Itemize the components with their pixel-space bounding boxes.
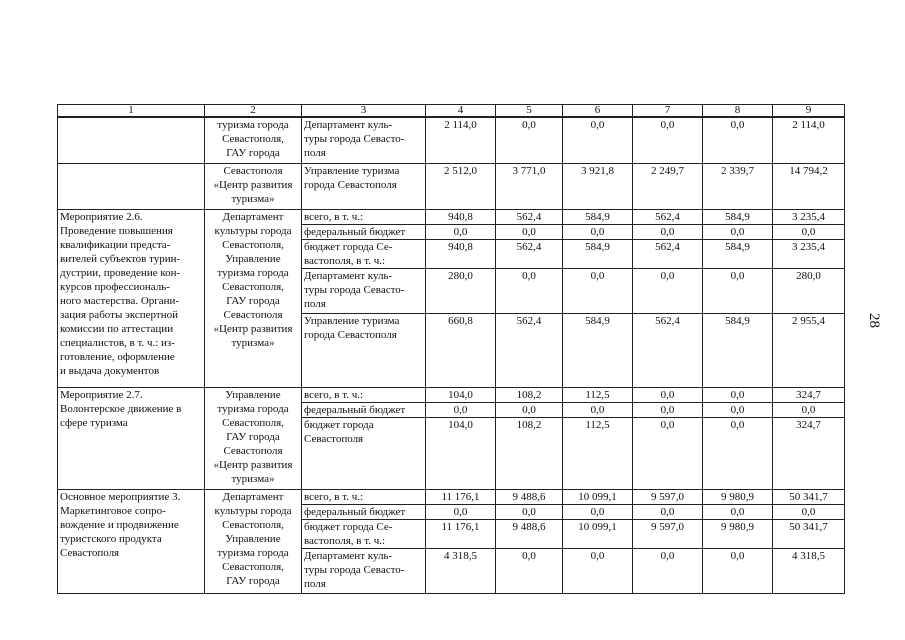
source-cell-line: города Севастополя xyxy=(304,328,397,341)
executor-cell-line: туризма города xyxy=(217,266,289,279)
column-header: 6 xyxy=(563,105,633,118)
source-cell xyxy=(302,209,426,224)
activity-cell-line: сфере туризма xyxy=(60,416,128,429)
source-cell-line: всего, в т. ч.: xyxy=(304,490,364,503)
source-cell xyxy=(302,548,426,593)
value-cell: 4 318,5 xyxy=(773,548,845,593)
value-cell: 562,4 xyxy=(633,239,703,268)
value-cell: 3 235,4 xyxy=(773,209,845,224)
value-cell: 0,0 xyxy=(773,224,845,239)
value-cell: 3 771,0 xyxy=(496,163,563,209)
executor-cell-line: Севастополя, xyxy=(222,133,284,145)
source-cell xyxy=(302,239,426,268)
header-row xyxy=(58,105,845,118)
value-cell: 940,8 xyxy=(426,239,496,268)
value-cell: 2 114,0 xyxy=(773,117,845,163)
source-cell-line: бюджет города Се- xyxy=(304,520,393,533)
value-cell: 0,0 xyxy=(496,224,563,239)
source-cell-line: поля xyxy=(304,147,326,159)
activity-cell-line: специалистов, в т. ч.: из- xyxy=(60,336,175,349)
value-cell: 0,0 xyxy=(703,387,773,402)
value-cell: 0,0 xyxy=(496,117,563,163)
column-header: 2 xyxy=(205,105,302,118)
activity-cell-line: Мероприятие 2.7. xyxy=(60,388,143,401)
value-cell: 108,2 xyxy=(496,417,563,489)
source-cell-line: туры города Севасто- xyxy=(304,563,405,576)
value-cell: 9 980,9 xyxy=(703,519,773,548)
value-cell: 0,0 xyxy=(496,268,563,313)
value-cell: 9 980,9 xyxy=(703,489,773,504)
value-cell: 0,0 xyxy=(426,224,496,239)
value-cell: 562,4 xyxy=(496,209,563,224)
activity-cell-line: комиссии по аттестации xyxy=(60,322,174,335)
value-cell: 0,0 xyxy=(633,402,703,417)
value-cell: 940,8 xyxy=(426,209,496,224)
value-cell: 9 488,6 xyxy=(496,489,563,504)
executor-cell-line: туризма» xyxy=(231,192,275,205)
activity-cell-line: дустрии, проведение кон- xyxy=(60,266,181,279)
value-cell: 3 921,8 xyxy=(563,163,633,209)
source-cell-line: Департамент куль- xyxy=(304,119,393,131)
value-cell: 0,0 xyxy=(773,402,845,417)
value-cell: 108,2 xyxy=(496,387,563,402)
activity-cell-line: квалификации предста- xyxy=(60,238,171,251)
activity-cell-line: ного мастерства. Органи- xyxy=(60,294,180,307)
value-cell: 0,0 xyxy=(633,117,703,163)
value-cell: 104,0 xyxy=(426,417,496,489)
source-cell-line: Управление туризма xyxy=(304,164,400,177)
value-cell: 0,0 xyxy=(563,224,633,239)
executor-cell-line: Управление xyxy=(225,532,281,545)
executor-cell-line: Управление xyxy=(225,388,281,401)
value-cell: 10 099,1 xyxy=(563,519,633,548)
executor-cell xyxy=(205,387,302,489)
value-cell: 50 341,7 xyxy=(773,519,845,548)
value-cell: 9 488,6 xyxy=(496,519,563,548)
value-cell: 562,4 xyxy=(496,239,563,268)
executor-cell xyxy=(205,489,302,593)
value-cell: 584,9 xyxy=(563,239,633,268)
value-cell: 0,0 xyxy=(703,224,773,239)
executor-cell-line: ГАУ города xyxy=(226,574,280,587)
value-cell: 324,7 xyxy=(773,417,845,489)
executor-cell-line: Севастополя, xyxy=(222,518,284,531)
value-cell: 0,0 xyxy=(773,504,845,519)
value-cell: 9 597,0 xyxy=(633,519,703,548)
executor-cell-line: культуры города xyxy=(214,504,292,517)
column-header: 7 xyxy=(633,105,703,118)
source-cell-line: федеральный бюджет xyxy=(304,403,406,416)
activity-cell-line: и выдача документов xyxy=(60,364,160,377)
value-cell: 9 597,0 xyxy=(633,489,703,504)
executor-cell-line: туризма города xyxy=(217,402,289,415)
value-cell: 584,9 xyxy=(703,239,773,268)
source-cell-line: бюджет города xyxy=(304,418,374,431)
executor-cell-line: «Центр развития xyxy=(213,178,293,191)
activity-cell xyxy=(58,117,205,163)
executor-cell-line: Севастополя, xyxy=(222,280,284,293)
executor-cell-line: туризма» xyxy=(231,472,275,485)
executor-cell-line: туризма» xyxy=(231,336,275,349)
value-cell: 280,0 xyxy=(426,268,496,313)
activity-cell-line: Мероприятие 2.6. xyxy=(60,210,143,223)
source-cell-line: туры города Севасто- xyxy=(304,283,405,296)
source-cell-line: поля xyxy=(304,577,326,590)
activity-cell-line: Маркетинговое сопро- xyxy=(60,504,166,517)
executor-cell-line: Севастополя xyxy=(223,164,283,177)
activity-cell-line: Проведение повышения xyxy=(60,224,173,237)
activity-cell-line: готовление, оформление xyxy=(60,350,175,363)
value-cell: 2 249,7 xyxy=(633,163,703,209)
value-cell: 0,0 xyxy=(563,268,633,313)
executor-cell-line: ГАУ города xyxy=(226,430,280,443)
executor-cell-line: Департамент xyxy=(222,490,284,503)
value-cell: 11 176,1 xyxy=(426,519,496,548)
source-cell-line: города Севастополя xyxy=(304,178,397,191)
source-cell-line: Департамент куль- xyxy=(304,269,393,282)
activity-cell-line: зация работы экспертной xyxy=(60,308,178,321)
value-cell: 660,8 xyxy=(426,313,496,387)
value-cell: 50 341,7 xyxy=(773,489,845,504)
value-cell: 3 235,4 xyxy=(773,239,845,268)
activity-cell-line: Основное мероприятие 3. xyxy=(60,490,181,503)
executor-cell xyxy=(205,209,302,387)
executor-cell-line: Севастополя, xyxy=(222,560,284,573)
value-cell: 562,4 xyxy=(633,313,703,387)
value-cell: 0,0 xyxy=(633,268,703,313)
value-cell: 2 955,4 xyxy=(773,313,845,387)
source-cell xyxy=(302,313,426,387)
value-cell: 0,0 xyxy=(563,504,633,519)
value-cell: 2 512,0 xyxy=(426,163,496,209)
value-cell: 0,0 xyxy=(633,387,703,402)
activity-cell xyxy=(58,387,205,489)
activity-cell xyxy=(58,209,205,387)
activity-cell-line: курсов профессиональ- xyxy=(60,280,170,293)
value-cell: 104,0 xyxy=(426,387,496,402)
value-cell: 0,0 xyxy=(703,268,773,313)
source-cell-line: поля xyxy=(304,297,326,310)
column-header: 4 xyxy=(426,105,496,118)
value-cell: 584,9 xyxy=(703,313,773,387)
source-cell-line: федеральный бюджет xyxy=(304,225,406,238)
activity-cell-line: вителей субъектов турин- xyxy=(60,252,181,265)
source-cell xyxy=(302,163,426,209)
source-cell xyxy=(302,224,426,239)
executor-cell-line: туризма города xyxy=(217,119,289,131)
value-cell: 0,0 xyxy=(496,548,563,593)
executor-cell-line: Севастополя xyxy=(223,444,283,457)
source-cell-line: вастополя, в т. ч.: xyxy=(304,254,386,267)
executor-cell-line: Департамент xyxy=(222,210,284,223)
value-cell: 0,0 xyxy=(563,548,633,593)
activity-cell-line: вождение и продвижение xyxy=(60,518,179,531)
source-cell-line: федеральный бюджет xyxy=(304,505,406,518)
value-cell: 10 099,1 xyxy=(563,489,633,504)
value-cell: 112,5 xyxy=(563,387,633,402)
value-cell: 0,0 xyxy=(633,504,703,519)
budget-table xyxy=(57,104,845,594)
value-cell: 0,0 xyxy=(703,117,773,163)
executor-cell-line: «Центр развития xyxy=(213,322,293,335)
activity-cell-line: туристского продукта xyxy=(60,532,162,545)
activity-cell xyxy=(58,489,205,593)
source-cell xyxy=(302,504,426,519)
source-cell-line: бюджет города Се- xyxy=(304,240,393,253)
value-cell: 0,0 xyxy=(426,402,496,417)
source-cell-line: вастополя, в т. ч.: xyxy=(304,534,386,547)
column-header: 1 xyxy=(58,105,205,118)
value-cell: 0,0 xyxy=(563,402,633,417)
column-header: 5 xyxy=(496,105,563,118)
executor-cell-line: культуры города xyxy=(214,224,292,237)
value-cell: 14 794,2 xyxy=(773,163,845,209)
source-cell xyxy=(302,417,426,489)
executor-cell-line: туризма города xyxy=(217,546,289,559)
source-cell-line: Управление туризма xyxy=(304,314,400,327)
value-cell: 562,4 xyxy=(633,209,703,224)
source-cell xyxy=(302,117,426,163)
executor-cell-line: Севастополя xyxy=(223,308,283,321)
executor-cell xyxy=(205,163,302,209)
column-header: 8 xyxy=(703,105,773,118)
source-cell xyxy=(302,519,426,548)
source-cell xyxy=(302,387,426,402)
table-row xyxy=(58,489,845,504)
table-row xyxy=(58,209,845,224)
source-cell-line: Департамент куль- xyxy=(304,549,393,562)
value-cell: 2 339,7 xyxy=(703,163,773,209)
value-cell: 0,0 xyxy=(563,117,633,163)
source-cell-line: туры города Севасто- xyxy=(304,133,405,145)
executor-cell xyxy=(205,117,302,163)
value-cell: 584,9 xyxy=(563,209,633,224)
column-header: 3 xyxy=(302,105,426,118)
source-cell-line: Севастополя xyxy=(304,432,364,445)
value-cell: 584,9 xyxy=(563,313,633,387)
value-cell: 0,0 xyxy=(703,417,773,489)
value-cell: 0,0 xyxy=(496,402,563,417)
page-number: 28 xyxy=(866,313,882,328)
source-cell-line: всего, в т. ч.: xyxy=(304,388,364,401)
activity-cell xyxy=(58,163,205,209)
executor-cell-line: Управление xyxy=(225,252,281,265)
activity-cell-line: Севастополя xyxy=(60,546,120,559)
value-cell: 584,9 xyxy=(703,209,773,224)
value-cell: 112,5 xyxy=(563,417,633,489)
source-cell-line: всего, в т. ч.: xyxy=(304,210,364,223)
value-cell: 280,0 xyxy=(773,268,845,313)
value-cell: 0,0 xyxy=(496,504,563,519)
value-cell: 2 114,0 xyxy=(426,117,496,163)
value-cell: 0,0 xyxy=(633,417,703,489)
value-cell: 0,0 xyxy=(703,402,773,417)
executor-cell-line: ГАУ города xyxy=(226,294,280,307)
value-cell: 0,0 xyxy=(703,548,773,593)
value-cell: 0,0 xyxy=(633,224,703,239)
source-cell xyxy=(302,489,426,504)
value-cell: 324,7 xyxy=(773,387,845,402)
table-row xyxy=(58,117,845,163)
value-cell: 4 318,5 xyxy=(426,548,496,593)
value-cell: 0,0 xyxy=(426,504,496,519)
executor-cell-line: ГАУ города xyxy=(226,147,280,159)
activity-cell-line: Волонтерское движение в xyxy=(60,402,182,415)
table-row xyxy=(58,163,845,209)
executor-cell-line: Севастополя, xyxy=(222,416,284,429)
value-cell: 0,0 xyxy=(703,504,773,519)
value-cell: 562,4 xyxy=(496,313,563,387)
executor-cell-line: «Центр развития xyxy=(213,458,293,471)
value-cell: 11 176,1 xyxy=(426,489,496,504)
table-row xyxy=(58,387,845,402)
source-cell xyxy=(302,402,426,417)
source-cell xyxy=(302,268,426,313)
executor-cell-line: Севастополя, xyxy=(222,238,284,251)
value-cell: 0,0 xyxy=(633,548,703,593)
column-header: 9 xyxy=(773,105,845,118)
